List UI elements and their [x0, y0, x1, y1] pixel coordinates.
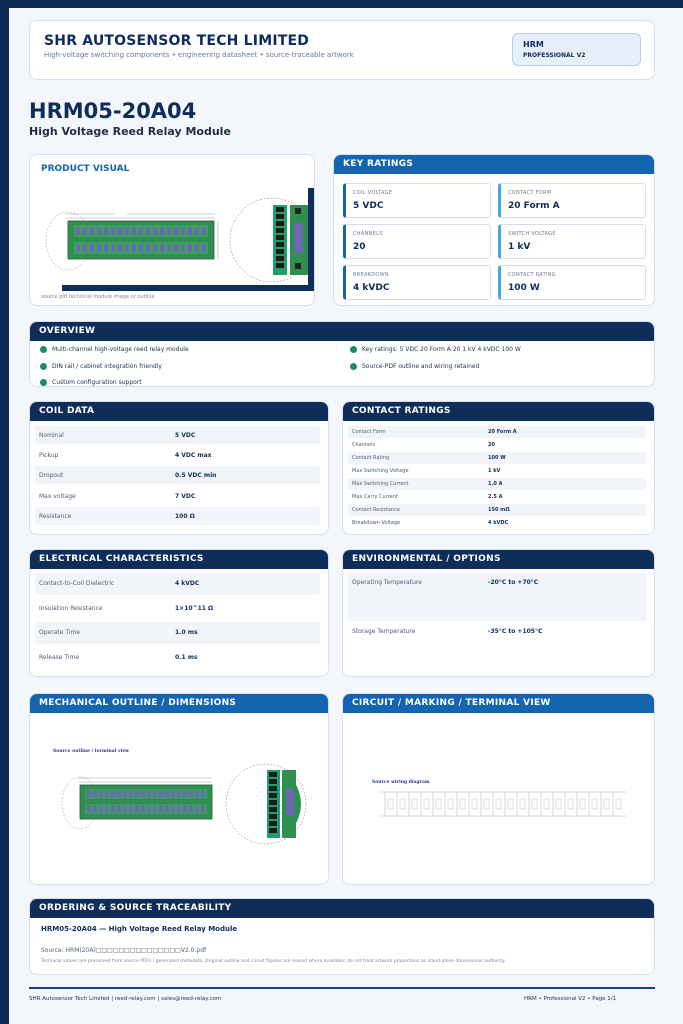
table-row: Resistance 100 Ω	[35, 507, 320, 525]
table-row: Operating Temperature -20°C to +70°C	[348, 573, 646, 621]
rating-breakdown	[343, 265, 491, 300]
rating-value: 5 VDC	[353, 201, 384, 211]
overview-card	[29, 321, 655, 387]
table-row: Operate Time 1.0 ms	[35, 622, 320, 644]
product-visual-card	[29, 154, 315, 306]
rating-contact-rating	[498, 265, 646, 300]
ordering-card	[29, 898, 655, 975]
document-header	[29, 20, 655, 80]
table-row: Dropout 0.5 VDC min	[35, 466, 320, 484]
table-row: Insulation Resistance 1×10^11 Ω	[39, 605, 214, 612]
ordering-title: HRM05-20A04 — High Voltage Reed Relay Module	[41, 925, 238, 933]
product-image	[40, 183, 315, 295]
rating-label: CHANNELS	[353, 231, 383, 237]
rating-switch-voltage	[498, 224, 646, 259]
footer-contact: SHR Autosensor Tech Limited | reed-relay.com | sales@reed-relay.com	[29, 996, 222, 1002]
key-ratings-card	[333, 154, 655, 306]
table-row: Release Time 0.1 ms	[39, 654, 198, 661]
rating-value: 20 Form A	[508, 201, 560, 211]
electrical-card	[29, 549, 329, 677]
rating-value: 20	[353, 242, 366, 252]
series-badge-title: HRM	[523, 40, 544, 49]
rating-channels	[343, 224, 491, 259]
company-name: SHR AUTOSENSOR TECH LIMITED	[44, 33, 310, 49]
circuit-card	[342, 693, 655, 885]
product-visual-heading: PRODUCT VISUAL	[41, 164, 130, 174]
bullet-icon	[350, 363, 357, 370]
rating-contact-form	[498, 183, 646, 218]
table-row: Contact-to-Coil Dielectric 4 kVDC	[35, 573, 320, 595]
circuit-heading: CIRCUIT / MARKING / TERMINAL VIEW	[343, 694, 654, 713]
overview-item: DIN rail / cabinet integration friendly	[40, 363, 162, 370]
key-ratings-heading: KEY RATINGS	[334, 155, 654, 174]
table-row: Storage Temperature -35°C to +105°C	[352, 628, 543, 635]
bullet-icon	[40, 363, 47, 370]
overview-item: Source-PDF outline and wiring retained	[350, 363, 479, 370]
coil-data-card	[29, 401, 329, 535]
mechanical-figure-label: Source outline / terminal view	[53, 749, 130, 754]
mechanical-heading: MECHANICAL OUTLINE / DIMENSIONS	[30, 694, 328, 713]
table-row: Contact Resistance 150 mΩ	[348, 504, 646, 516]
environmental-card	[342, 549, 655, 677]
electrical-heading: ELECTRICAL CHARACTERISTICS	[30, 550, 328, 569]
rating-label: CONTACT FORM	[508, 190, 552, 196]
rating-value: 4 kVDC	[353, 283, 390, 293]
environmental-heading: ENVIRONMENTAL / OPTIONS	[343, 550, 654, 569]
rating-label: SWITCH VOLTAGE	[508, 231, 556, 237]
table-row: Max Switching Voltage 1 kV	[352, 468, 501, 474]
table-row: Pickup 4 VDC max	[39, 452, 212, 459]
rating-value: 1 kV	[508, 242, 531, 252]
ordering-source: Source: HRM(20A)□□□□□□□□□□□□□□□V2.0.pdf	[41, 947, 207, 954]
mechanical-card	[29, 693, 329, 885]
table-row: Channels 20	[352, 442, 495, 448]
ordering-heading: ORDERING & SOURCE TRACEABILITY	[30, 899, 654, 918]
rating-label: COIL VOLTAGE	[353, 190, 393, 196]
rating-label: BREAKDOWN	[353, 272, 389, 278]
footer-divider	[29, 987, 655, 989]
product-visual-caption: source pdf technical module image or outline	[41, 294, 155, 300]
table-row: Max Carry Current 2.5 A	[352, 494, 503, 500]
top-accent-bar	[0, 0, 683, 8]
overview-item: Custom configuration support	[40, 379, 142, 386]
table-row: Contact Rating 100 W	[348, 452, 646, 464]
bullet-icon	[40, 379, 47, 386]
bullet-icon	[40, 346, 47, 353]
bullet-icon	[350, 346, 357, 353]
table-row: Max Switching Current 1.0 A	[348, 478, 646, 490]
circuit-figure-label: Source wiring diagram	[372, 780, 430, 785]
coil-data-heading: COIL DATA	[30, 402, 328, 421]
table-row: Contact Form 20 Form A	[348, 426, 646, 438]
rating-value: 100 W	[508, 283, 540, 293]
company-tagline: High-voltage switching components • engineering datasheet • source-traceable artwork	[44, 51, 354, 59]
contact-ratings-card	[342, 401, 655, 535]
rating-coil-voltage	[343, 183, 491, 218]
mechanical-outline-drawing	[60, 756, 310, 851]
series-badge	[512, 33, 641, 66]
table-row: Breakdown Voltage 4 kVDC	[352, 520, 509, 526]
table-row: Nominal 5 VDC	[35, 426, 320, 444]
ordering-note: Technical values are preserved from source PDFs / generated metadata. Original outline and circuit figures are reused where available; do not treat artwork proportions as stand-alone dimensional authority.	[41, 959, 506, 964]
rating-label: CONTACT RATING	[508, 272, 556, 278]
product-name: High Voltage Reed Relay Module	[29, 125, 231, 138]
overview-heading: OVERVIEW	[30, 322, 654, 341]
contact-ratings-heading: CONTACT RATINGS	[343, 402, 654, 421]
overview-item: Multi-channel high-voltage reed relay module	[40, 346, 189, 353]
series-badge-subtitle: PROFESSIONAL V2	[523, 52, 586, 59]
left-accent-bar	[0, 8, 9, 1024]
overview-item: Key ratings: 5 VDC 20 Form A 20 1 kV 4 kVDC 100 W	[350, 346, 521, 353]
table-row: Max voltage 7 VDC	[39, 493, 196, 500]
product-model: HRM05-20A04	[29, 99, 197, 123]
wiring-diagram	[381, 789, 631, 819]
footer-page-info: HRM • Professional V2 • Page 1/1	[524, 996, 617, 1002]
